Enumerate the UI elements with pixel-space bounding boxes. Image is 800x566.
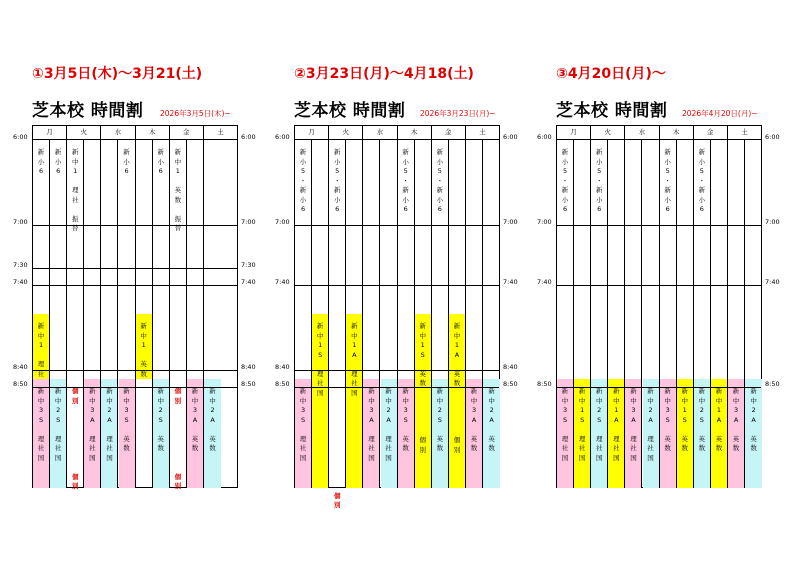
time-label-right: 7:00 [765, 218, 780, 226]
class-slot [608, 379, 624, 488]
class-slot [398, 379, 414, 488]
time-column [101, 140, 118, 487]
class-label: 新 中 3 S 理 社 国 [299, 387, 307, 462]
time-line [295, 370, 499, 371]
time-line [557, 225, 761, 226]
class-slot [84, 379, 100, 488]
class-slot [415, 314, 431, 488]
day-header: 木 [398, 126, 432, 139]
class-slot [329, 379, 345, 510]
time-label-right: 7:40 [765, 278, 780, 286]
day-header: 水 [101, 126, 135, 139]
time-label-right: 8:50 [241, 380, 256, 388]
class-label: 新 中 1 S 理 社 国 [316, 322, 324, 397]
time-column [119, 140, 136, 487]
time-line [33, 268, 237, 269]
class-slot [50, 140, 66, 314]
class-label: 個 別 [333, 491, 341, 510]
time-line [33, 387, 237, 388]
time-column [745, 140, 762, 487]
time-label-right: 8:40 [241, 363, 256, 371]
class-slot [33, 140, 49, 314]
class-slot [312, 314, 328, 488]
day-header: 月 [295, 126, 329, 139]
class-label: 個 別 個 別 [174, 387, 182, 491]
class-label: 新 中 3 S 英 数 [664, 387, 671, 453]
class-label: 新 中 2 S 英 数 [436, 387, 444, 453]
time-column [329, 140, 346, 510]
day-header-row [33, 126, 237, 140]
time-column [204, 140, 221, 487]
class-slot [67, 140, 83, 314]
class-label: 新 中 2 A 英 数 [209, 387, 216, 453]
time-label-right: 6:00 [765, 133, 780, 141]
time-label-left: 8:40 [275, 363, 290, 371]
time-label-left: 7:30 [13, 261, 28, 269]
class-slot [398, 140, 414, 314]
time-line [33, 225, 237, 226]
class-label: 新 小 6 [37, 148, 45, 175]
class-slot [170, 140, 186, 314]
time-column [153, 140, 170, 487]
time-column [694, 140, 711, 487]
time-line [33, 285, 237, 286]
period-label: ③4月20日(月)～ [556, 66, 666, 82]
class-slot [50, 379, 66, 488]
time-line [295, 387, 499, 388]
timetable-grid [294, 125, 500, 510]
class-label: 新 中 3 S 英 数 [123, 387, 130, 453]
time-label-left: 6:00 [275, 133, 290, 141]
time-label-right: 7:00 [241, 218, 256, 226]
time-column [50, 140, 67, 487]
start-date-note: 2026年4月20日(月)~ [682, 109, 758, 118]
class-slot [170, 379, 186, 491]
class-slot [625, 379, 641, 488]
day-header: 木 [136, 126, 170, 139]
class-slot [557, 140, 573, 314]
time-label-left: 7:00 [13, 218, 28, 226]
time-label-right: 8:50 [765, 380, 780, 388]
class-label: 新 中 2 S 英 数 [698, 387, 706, 453]
time-column [728, 140, 745, 487]
class-label: 新 中 1 英 数 [140, 322, 147, 378]
class-slot [204, 379, 221, 488]
time-column [363, 140, 380, 487]
class-slot [591, 379, 607, 488]
class-slot [381, 379, 397, 488]
schedule-title: 芝本校 時間割 [294, 101, 406, 121]
time-column [67, 140, 84, 491]
time-label-left: 8:40 [13, 363, 28, 371]
time-column [643, 140, 660, 487]
time-column [608, 140, 625, 487]
period-label: ①3月5日(木)～3月21(土) [32, 66, 203, 82]
time-column [312, 140, 329, 487]
class-label: 新 中 1 S 英 数 個 別 [419, 322, 426, 454]
class-label: 新 中 3 A 理 社 国 [368, 387, 375, 462]
class-slot [728, 379, 744, 488]
start-date-note: 2026年3月5日(木)~ [160, 109, 231, 118]
class-label: 新 小 5 ・ 新 小 6 [299, 148, 307, 213]
time-column [187, 140, 204, 487]
class-label: 新 中 1 英 数 振 替 [174, 148, 182, 232]
class-label: 新 小 6 [54, 148, 62, 175]
day-header: 金 [694, 126, 728, 139]
class-slot [346, 314, 362, 488]
time-column [381, 140, 398, 487]
time-column [591, 140, 608, 487]
class-label: 新 中 1 A 英 数 個 別 [453, 322, 461, 454]
class-slot [643, 379, 659, 488]
day-header-row [295, 126, 499, 140]
class-label: 新 中 2 S 英 数 [157, 387, 164, 453]
class-label: 新 中 1 理 社 振 替 [71, 148, 79, 232]
time-column [660, 140, 677, 487]
class-label: 新 中 3 A 理 社 国 [630, 387, 637, 462]
time-line [557, 387, 761, 388]
class-label: 新 中 2 A 英 数 [488, 387, 495, 453]
time-column [84, 140, 101, 487]
class-slot [591, 140, 607, 314]
class-slot [101, 379, 117, 488]
class-label: 新 小 6 [123, 148, 130, 175]
class-label: 新 小 5 ・ 新 小 6 [664, 148, 671, 213]
class-slot [295, 140, 311, 314]
time-label-left: 8:50 [537, 380, 552, 388]
class-label: 新 中 3 A 英 数 [470, 387, 478, 453]
time-column [449, 140, 466, 487]
class-label: 新 中 2 A 理 社 国 [385, 387, 392, 462]
class-slot [363, 379, 379, 488]
class-slot [295, 379, 311, 488]
time-line [33, 370, 237, 371]
timetable-grid [556, 125, 762, 488]
class-label: 新 中 3 A 英 数 [732, 387, 740, 453]
class-label: 新 中 2 S 理 社 国 [595, 387, 603, 462]
day-header: 金 [432, 126, 466, 139]
class-slot [660, 379, 676, 488]
time-label-left: 7:40 [275, 278, 290, 286]
class-slot [660, 140, 676, 314]
day-header: 火 [67, 126, 101, 139]
period-label: ②3月23日(月)～4月18(土) [294, 66, 474, 82]
schedule-title: 芝本校 時間割 [556, 101, 668, 121]
class-slot [432, 140, 448, 314]
class-slot [153, 379, 169, 488]
class-label: 個 別 個 別 [71, 387, 79, 491]
day-header: 水 [363, 126, 397, 139]
class-slot [432, 379, 448, 488]
time-label-left: 6:00 [13, 133, 28, 141]
class-label: 新 小 5 ・ 新 小 6 [561, 148, 569, 213]
class-slot [483, 379, 500, 488]
time-label-right: 7:30 [241, 261, 256, 269]
time-column [574, 140, 591, 487]
day-header: 月 [557, 126, 591, 139]
class-label: 新 中 1 A 理 社 国 [613, 387, 620, 462]
time-column [466, 140, 483, 487]
class-slot [694, 379, 710, 488]
class-label: 新 小 5 ・ 新 小 6 [595, 148, 603, 213]
timetable-grid [32, 125, 238, 491]
class-label: 新 小 5 ・ 新 小 6 [698, 148, 706, 213]
class-slot [745, 379, 762, 488]
class-slot [153, 140, 169, 314]
class-slot [677, 379, 693, 488]
class-slot [711, 379, 727, 488]
day-header: 火 [329, 126, 363, 139]
class-label: 新 中 1 S 理 社 国 [578, 387, 586, 462]
day-header: 水 [625, 126, 659, 139]
time-column [677, 140, 694, 487]
time-label-right: 7:40 [503, 278, 518, 286]
class-label: 新 小 5 ・ 新 小 6 [402, 148, 409, 213]
time-label-left: 7:40 [13, 278, 28, 286]
day-header: 木 [660, 126, 694, 139]
class-slot [466, 379, 482, 488]
day-header: 月 [33, 126, 67, 139]
class-label: 新 小 5 ・ 新 小 6 [436, 148, 444, 213]
time-column [295, 140, 312, 487]
class-label: 新 小 5 ・ 新 小 6 [333, 148, 341, 213]
class-label: 新 中 1 S 英 数 [681, 387, 688, 453]
class-slot [329, 140, 345, 314]
class-slot [187, 379, 203, 488]
time-label-right: 7:00 [503, 218, 518, 226]
class-label: 新 中 3 A 理 社 国 [89, 387, 96, 462]
class-slot [557, 379, 573, 488]
class-label: 新 中 3 S 理 社 国 [37, 387, 45, 462]
schedule-title: 芝本校 時間割 [32, 101, 144, 121]
class-slot [119, 379, 135, 488]
day-header: 火 [591, 126, 625, 139]
time-column [170, 140, 187, 491]
class-slot [574, 379, 590, 488]
time-label-right: 6:00 [503, 133, 518, 141]
time-label-right: 8:40 [503, 363, 518, 371]
time-label-right: 8:50 [503, 380, 518, 388]
time-column [33, 140, 50, 487]
time-column [398, 140, 415, 487]
time-column [625, 140, 642, 487]
class-slot [449, 314, 465, 488]
day-header: 土 [479, 128, 486, 136]
time-label-left: 8:50 [275, 380, 290, 388]
time-line [295, 285, 499, 286]
time-column [346, 140, 363, 487]
class-label: 新 中 2 A 理 社 国 [106, 387, 113, 462]
class-label: 新 中 2 A 英 数 [750, 387, 757, 453]
start-date-note: 2026年3月23日(月)~ [420, 109, 496, 118]
time-column [711, 140, 728, 487]
class-label: 新 中 3 A 英 数 [191, 387, 199, 453]
time-column [483, 140, 500, 487]
class-label: 新 中 1 A 英 数 [715, 387, 723, 453]
class-slot [33, 379, 49, 488]
time-label-left: 6:00 [537, 133, 552, 141]
time-line [295, 225, 499, 226]
time-line [557, 285, 761, 286]
day-header-row [557, 126, 761, 140]
time-column [432, 140, 449, 487]
day-header: 土 [741, 128, 748, 136]
class-label: 新 中 3 S 英 数 [402, 387, 409, 453]
class-slot [119, 140, 135, 314]
class-label: 新 中 3 S 理 社 国 [561, 387, 569, 462]
day-header: 土 [217, 128, 224, 136]
time-label-right: 6:00 [241, 133, 256, 141]
time-column [557, 140, 574, 487]
class-label: 新 中 2 S 理 社 国 [54, 387, 62, 462]
time-label-left: 8:50 [13, 380, 28, 388]
class-label: 新 小 6 [157, 148, 164, 175]
time-label-left: 7:00 [275, 218, 290, 226]
class-slot [67, 379, 83, 491]
time-label-right: 7:40 [241, 278, 256, 286]
time-column [415, 140, 432, 487]
time-label-left: 7:40 [537, 278, 552, 286]
class-label: 新 中 2 A 理 社 国 [647, 387, 654, 462]
class-label: 新 中 1 理 社 [37, 322, 45, 378]
day-header: 金 [170, 126, 204, 139]
time-column [136, 140, 153, 487]
time-label-left: 7:00 [537, 218, 552, 226]
class-slot [694, 140, 710, 314]
class-label: 新 中 1 A 理 社 国 [351, 322, 358, 397]
